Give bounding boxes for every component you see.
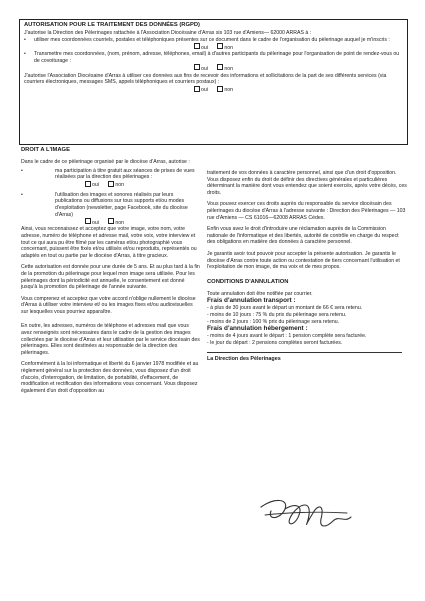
rgpd-choice-3 <box>24 86 403 94</box>
right-column <box>207 170 407 363</box>
signature-divider <box>207 352 402 353</box>
image-rights-intro: Dans le cadre de ce pèlerinage organisé par le diocèse d'Arras, autorise : <box>21 159 190 165</box>
checkbox-oui-2[interactable] <box>194 64 200 70</box>
checkbox-label: oui <box>200 87 208 94</box>
data-rights-para-4: Je garantis avoir tout pouvoir pour accepter la présente autorisation. Je garantis le diocèse d'Arras contre toute action ou contestation de tiers concernant l'utilisation et l'exploitation de mon image, de ma voix et de mes propos. <box>207 250 400 271</box>
checkbox-label: oui <box>92 219 99 226</box>
checkbox-label: non <box>224 44 234 51</box>
cancel-transport-2: - moins de 10 jours : 75 % du prix du pèlerinage sera retenu. <box>207 311 347 318</box>
image-rights-title: DROIT A L'IMAGE <box>21 147 70 153</box>
handwritten-signature <box>255 493 355 539</box>
rgpd-choice-2 <box>24 64 403 72</box>
image-rights-para-3: Vous comprenez et acceptez que votre accord n'oblige nullement le diocèse d'Arras à utiliser votre interview et/ ou les images fixes et/ou audiovisuelles sur lesquelles vous pourriez apparaître. <box>21 295 196 315</box>
checkbox-non-4[interactable] <box>108 181 114 187</box>
image-rights-choice-2 <box>21 218 201 226</box>
cancel-transport-1: - à plus de 30 jours avant le départ un montant de 66 € sera retenu. <box>207 305 363 312</box>
rgpd-section <box>19 19 408 145</box>
image-rights-column <box>21 147 201 394</box>
cancel-lodging-2: - le jour du départ : 2 pensions complètes seront facturées. <box>207 339 343 346</box>
rgpd-intro: J'autorise la Direction des Pèlerinages rattachée à l'Association Diocésaine d'Arras sis 103 rue d'Amiens— 62000 ARRAS à : <box>24 30 312 36</box>
checkbox-non-5[interactable] <box>108 218 114 224</box>
image-rights-item-1 <box>21 168 201 181</box>
checkbox-label: oui <box>200 65 208 72</box>
checkbox-non-2[interactable] <box>217 64 223 70</box>
checkbox-non-1[interactable] <box>217 43 223 49</box>
image-rights-item-1-text: ma participation à titre gratuit aux séances de prises de vues réalisées par la direction des pèlerinages : <box>55 167 195 181</box>
image-rights-item-2 <box>21 192 201 218</box>
checkbox-label: non <box>115 182 125 189</box>
rgpd-item-1 <box>24 37 403 44</box>
image-rights-item-2-text: l'utilisation des images et sonores réalisés par leurs publications ou diffusions sur tous supports et/ou modes d'exploitation (newsletter, page Facebook, site du diocèse d'Arras) <box>55 191 188 218</box>
image-rights-para-5: Conformément à la loi informatique et liberté du 6 janvier 1978 modifiée et au règlement général sur la protection des données, vous disposez d'un droit d'accès, d'interrogation, de limitation, de portabilité, d'effacement, de modification et rectification des informations vous concernant. Vous disposez également d'un droit d'opposition au <box>21 361 199 394</box>
checkbox-oui-4[interactable] <box>85 181 91 187</box>
image-rights-para-2: Cette autorisation est donnée pour une durée de 5 ans. Et au plus tard à la fin de la promotion du pèlerinage pour lequel mon image sera utilisée. Pour les pèlerinages dont la périodicité est annuelle, le consentement est donné jusqu'à la promotion du pèlerinage de l'année suivante. <box>21 264 200 291</box>
signature-label: La Direction des Pèlerinages <box>207 356 281 363</box>
checkbox-non-3[interactable] <box>217 86 223 92</box>
cancel-transport-title: Frais d'annulation transport : <box>207 297 296 305</box>
data-rights-para-3: Enfin vous avez le droit d'introduire une réclamation auprès de la Commission nationale de l'informatique et des libertés, autorité de contrôle en charge du respect des obligations en matière des données à caractère personnel. <box>207 226 399 246</box>
data-rights-para-2: Vous pouvez exercer ces droits auprès du responsable du service diocésain des pèlerinages du diocèse d'Arras à l'adresse suivante : Direction des Pèlerinages — 103 rue d'Amiens — CS 61016—62008 ARRAS Cédex. <box>207 201 406 221</box>
checkbox-oui-3[interactable] <box>194 86 200 92</box>
image-rights-para-1: Ainsi, vous reconnaissez et acceptez que votre image, votre nom, votre adresse, numéro de téléphone et adresse mail, votre voix, votre interview et tout ce qui aura pu être filmé par les caméras et/ou photographié vous concernant, puissent être fixés et/ou utilisés et/ou reproduits, représentés ou adaptés en tout ou partie par le diocèse d'Arras, à titre gracieux. <box>21 226 197 259</box>
cancel-lodging-1: - moins de 4 jours avant le départ : 1 pension complète sera facturée. <box>207 333 367 340</box>
bullet-icon: • <box>24 51 26 58</box>
checkbox-label: non <box>115 219 125 226</box>
image-rights-choice-1 <box>21 181 201 189</box>
rgpd-choice-1 <box>24 43 403 51</box>
cancel-intro: Toute annulation doit être notifiée par courrier. <box>207 290 313 297</box>
checkbox-label: non <box>224 87 234 94</box>
rgpd-outro: J'autorise l'Association Diocésaine d'Arras à utiliser ces données aux fins de recevoir des informations et sollicitations de la part de ses différents services (via courriers électroniques, messages SMS, appels téléphoniques et courriers postaux) : <box>24 72 387 86</box>
cancel-transport-3: - moins de 2 jours : 100 % prix du pèlerinage sera retenu. <box>207 318 340 325</box>
bullet-icon: • <box>21 191 23 198</box>
image-rights-para-4: En outre, les adresses, numéros de téléphone et adresses mail que vous avez renseignés sont nécessaires dans le cadre de la gestion des images collectées par le diocèse d'Arras et leur utilisation par le service diocésain des pèlerinages. Elles sont destinées au responsable de la direction des pèlerinages. <box>21 323 200 356</box>
checkbox-label: oui <box>200 44 208 51</box>
checkbox-label: non <box>224 65 234 72</box>
checkbox-label: oui <box>92 182 99 189</box>
checkbox-oui-1[interactable] <box>194 43 200 49</box>
rgpd-item-2-text: Transmettre mes coordonnées, (nom, prénom, adresse, téléphones, email) à d'autres participants du pèlerinage pour l'organisation de point de rendez-vous ou de covoiturage : <box>34 51 400 64</box>
bullet-icon: • <box>21 167 23 174</box>
data-rights-para-1: traitement de vos données à caractère personnel, ainsi que d'un droit d'opposition. Vous disposez enfin du droit de définir des directives générales et particulières déterminant la manière dont vous entendez que soient exercés, après votre décès, ces droits. <box>207 170 407 196</box>
checkbox-oui-5[interactable] <box>85 218 91 224</box>
cancel-title: CONDITIONS D'ANNULATION <box>207 278 289 285</box>
rgpd-item-1-text: utiliser mes coordonnées courriels, postales et téléphoniques présentes sur ce document dans le cadre de l'organisation du pèlerinage auquel je m'inscris : <box>34 36 390 43</box>
bullet-icon: • <box>24 36 26 43</box>
rgpd-title: AUTORISATION POUR LE TRAITEMENT DES DONNÉES (RGPD) <box>24 22 200 28</box>
rgpd-item-2 <box>24 51 403 64</box>
cancel-lodging-title: Frais d'annulation hébergement : <box>207 325 308 333</box>
